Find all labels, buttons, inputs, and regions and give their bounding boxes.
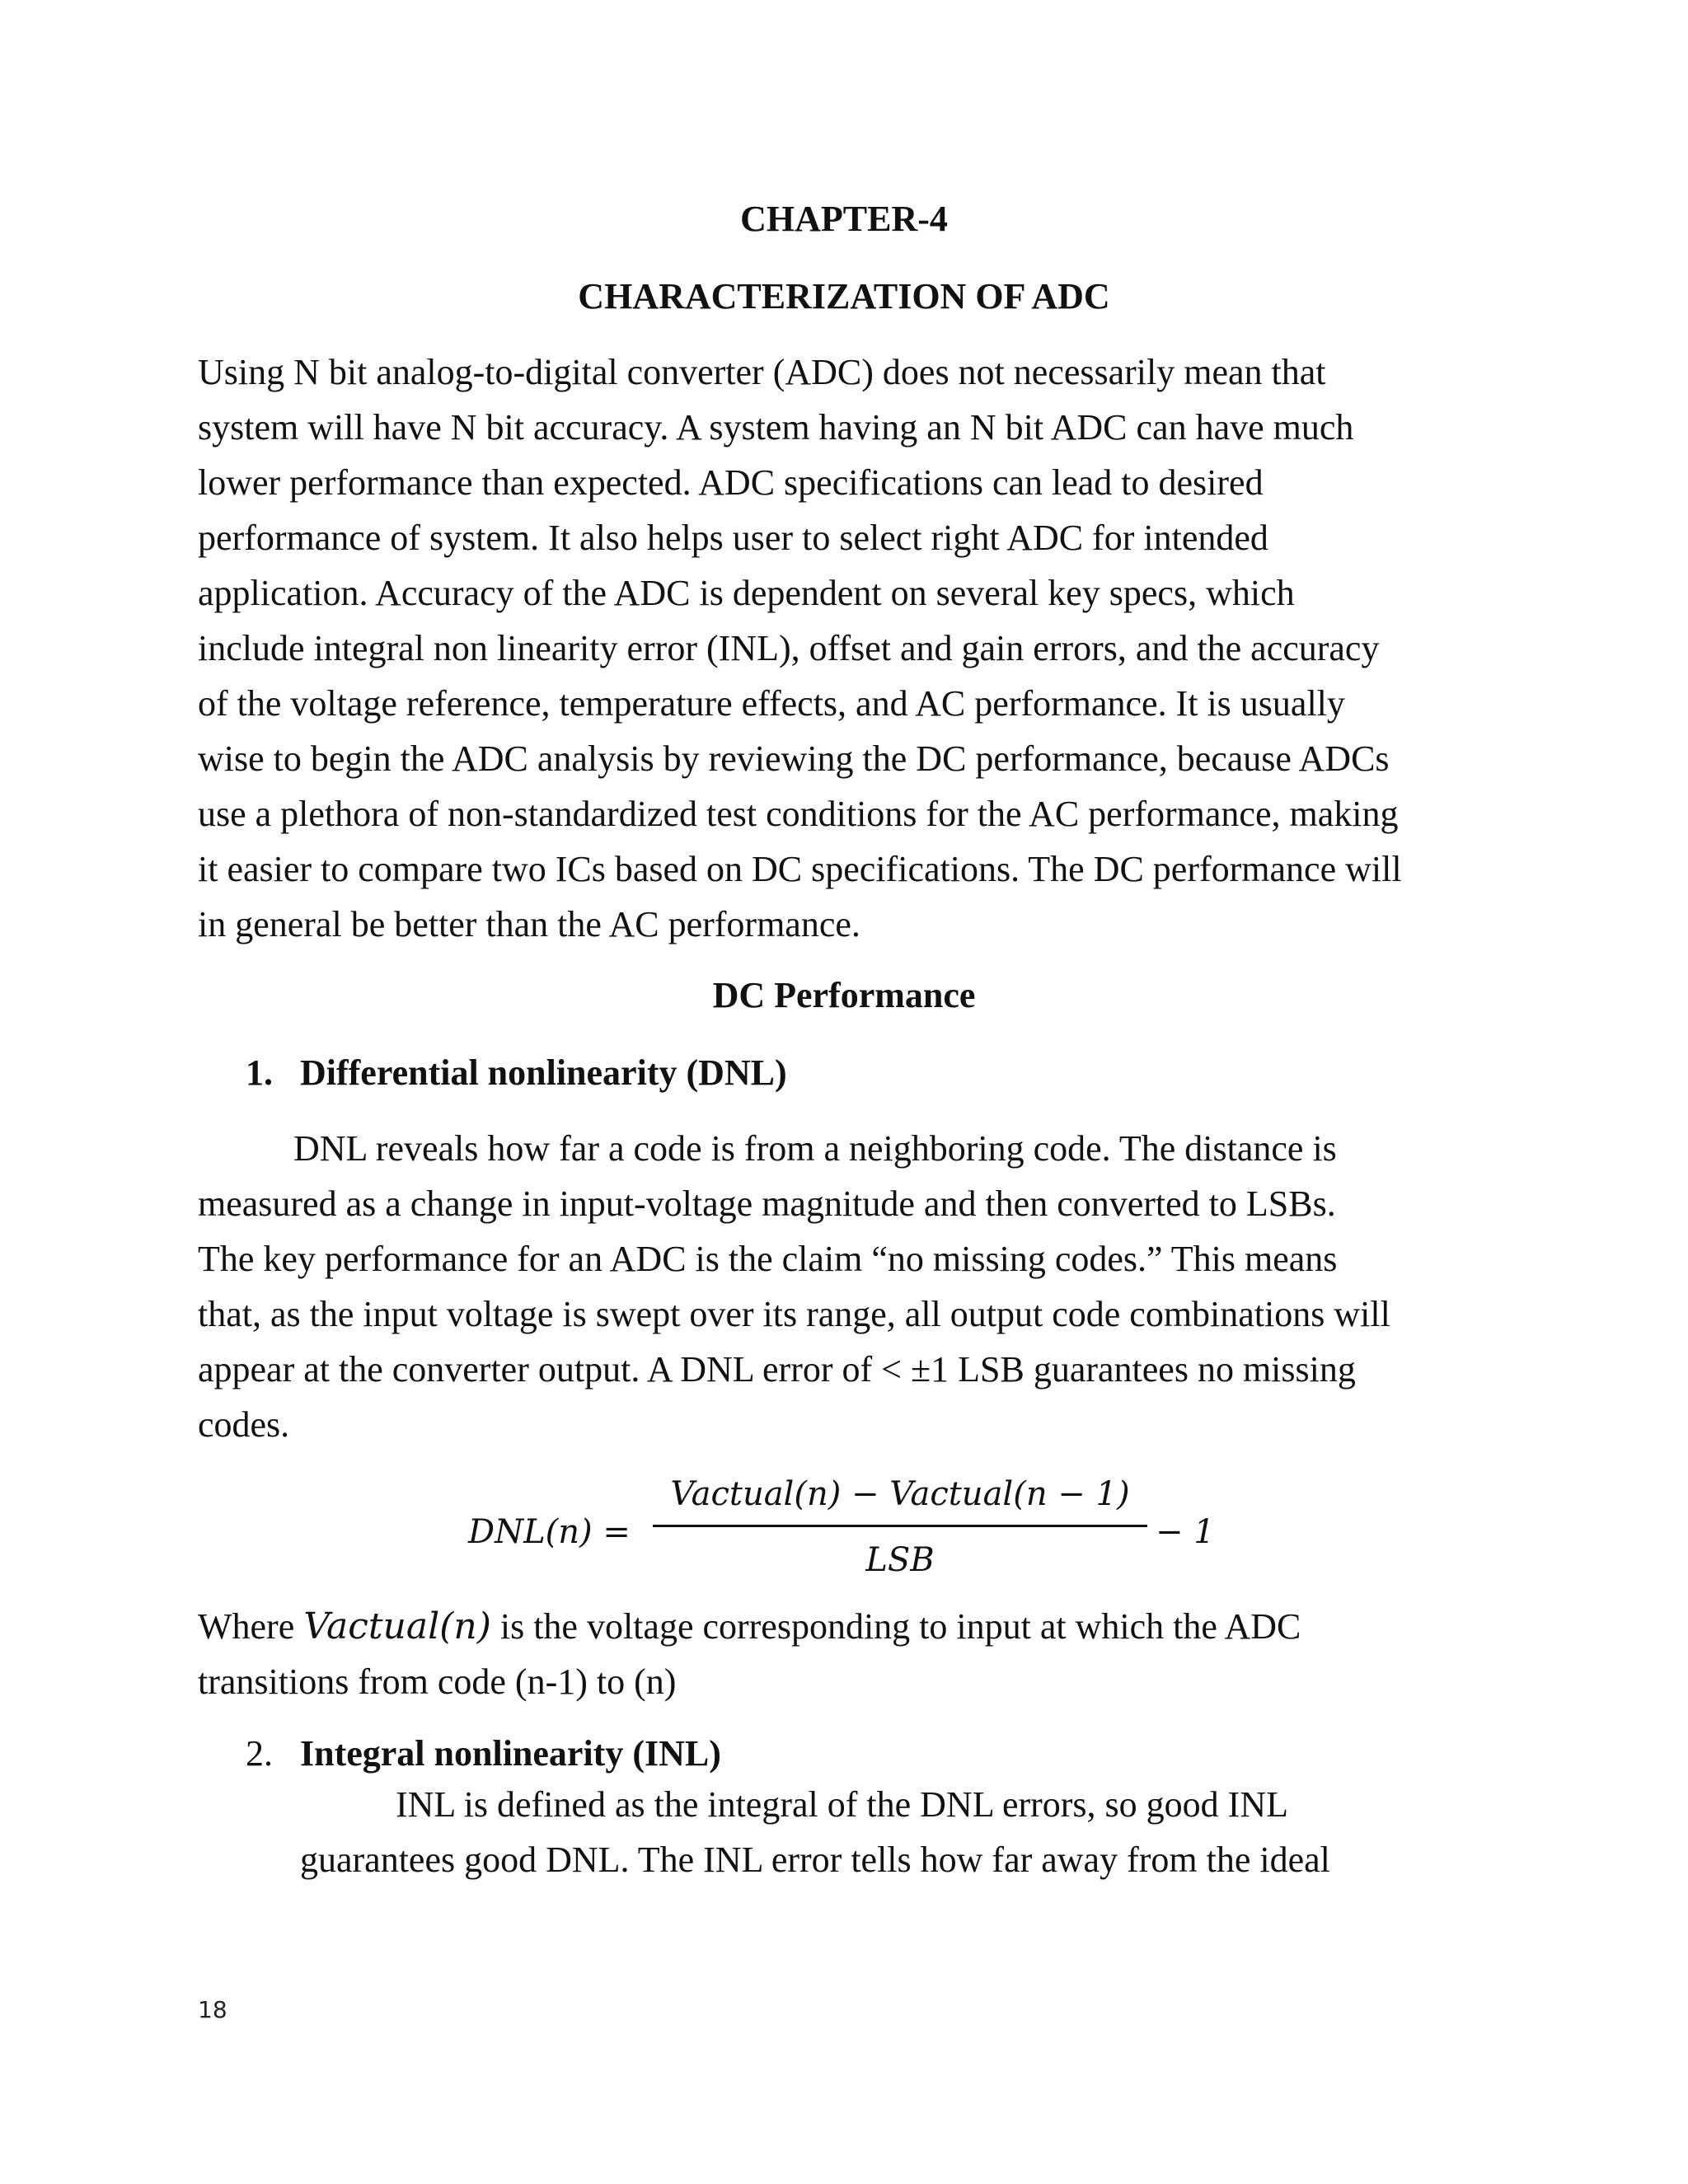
dc-performance-heading: DC Performance: [712, 975, 976, 1015]
fraction-bar: [653, 1525, 1147, 1527]
equation-tail: − 1: [1156, 1513, 1215, 1551]
dnl-paragraph: [198, 1121, 1484, 1452]
paragraph-line: wise to begin the ADC analysis by reviewing the DC performance, because ADCs: [198, 738, 1390, 779]
equation-numerator: Vactual(n) − Vactual(n − 1): [670, 1475, 1130, 1513]
paragraph-line: it easier to compare two ICs based on DC specifications. The DC performance will: [198, 849, 1402, 889]
item-title: Differential nonlinearity (DNL): [300, 1052, 787, 1093]
paragraph-line: The key performance for an ADC is the claim “no missing codes.” This means: [198, 1239, 1338, 1279]
paragraph-line: system will have N bit accuracy. A system having an N bit ADC can have much: [198, 407, 1354, 448]
paragraph-line: Using N bit analog-to-digital converter (ADC) does not necessarily mean that: [198, 352, 1326, 392]
paragraph-line: performance of system. It also helps user to select right ADC for intended: [198, 518, 1268, 558]
paragraph-line: include integral non linearity error (INL), offset and gain errors, and the accuracy: [198, 628, 1380, 668]
page-number: 18: [198, 1996, 227, 2023]
paragraph-line: application. Accuracy of the ADC is dependent on several key specs, which: [198, 573, 1295, 613]
paragraph-line: measured as a change in input-voltage magnitude and then converted to LSBs.: [198, 1183, 1336, 1224]
equation-lhs: DNL(n) =: [468, 1513, 631, 1551]
intro-paragraph: [198, 344, 1484, 952]
paragraph-line: in general be better than the AC performance.: [198, 904, 860, 944]
paragraph-line: transitions from code (n-1) to (n): [198, 1661, 677, 1702]
where-prefix: Where: [198, 1606, 304, 1647]
paragraph-line: [198, 1599, 1484, 1654]
item-number: 2.: [246, 1733, 273, 1774]
inl-paragraph: [300, 1777, 1487, 1887]
paragraph-line: DNL reveals how far a code is from a neighboring code. The distance is: [293, 1128, 1337, 1169]
where-paragraph: [198, 1599, 1484, 1709]
paragraph-line: codes.: [198, 1404, 290, 1445]
chapter-label: CHAPTER-4: [740, 199, 948, 239]
paragraph-line: of the voltage reference, temperature effects, and AC performance. It is usually: [198, 683, 1345, 724]
chapter-title: CHARACTERIZATION OF ADC: [578, 276, 1110, 316]
item-number: 1.: [246, 1052, 273, 1093]
paragraph-line: use a plethora of non-standardized test conditions for the AC performance, making: [198, 794, 1399, 834]
where-suffix: is the voltage corresponding to input at which the ADC: [490, 1606, 1301, 1647]
paragraph-line: guarantees good DNL. The INL error tells how far away from the ideal: [300, 1840, 1330, 1880]
dnl-equation: [0, 1474, 1688, 1589]
equation-denominator: LSB: [865, 1541, 935, 1579]
paragraph-line: lower performance than expected. ADC specifications can lead to desired: [198, 462, 1264, 503]
inl-heading: [246, 1731, 721, 1777]
paragraph-line: appear at the converter output. A DNL error of < ±1 LSB guarantees no missing: [198, 1349, 1356, 1390]
paragraph-line: INL is defined as the integral of the DNL errors, so good INL: [396, 1784, 1288, 1825]
dnl-heading: [246, 1050, 787, 1096]
where-symbol: Vactual(n): [303, 1605, 491, 1647]
paragraph-line: that, as the input voltage is swept over its range, all output code combinations will: [198, 1294, 1390, 1334]
item-title: Integral nonlinearity (INL): [300, 1733, 721, 1774]
